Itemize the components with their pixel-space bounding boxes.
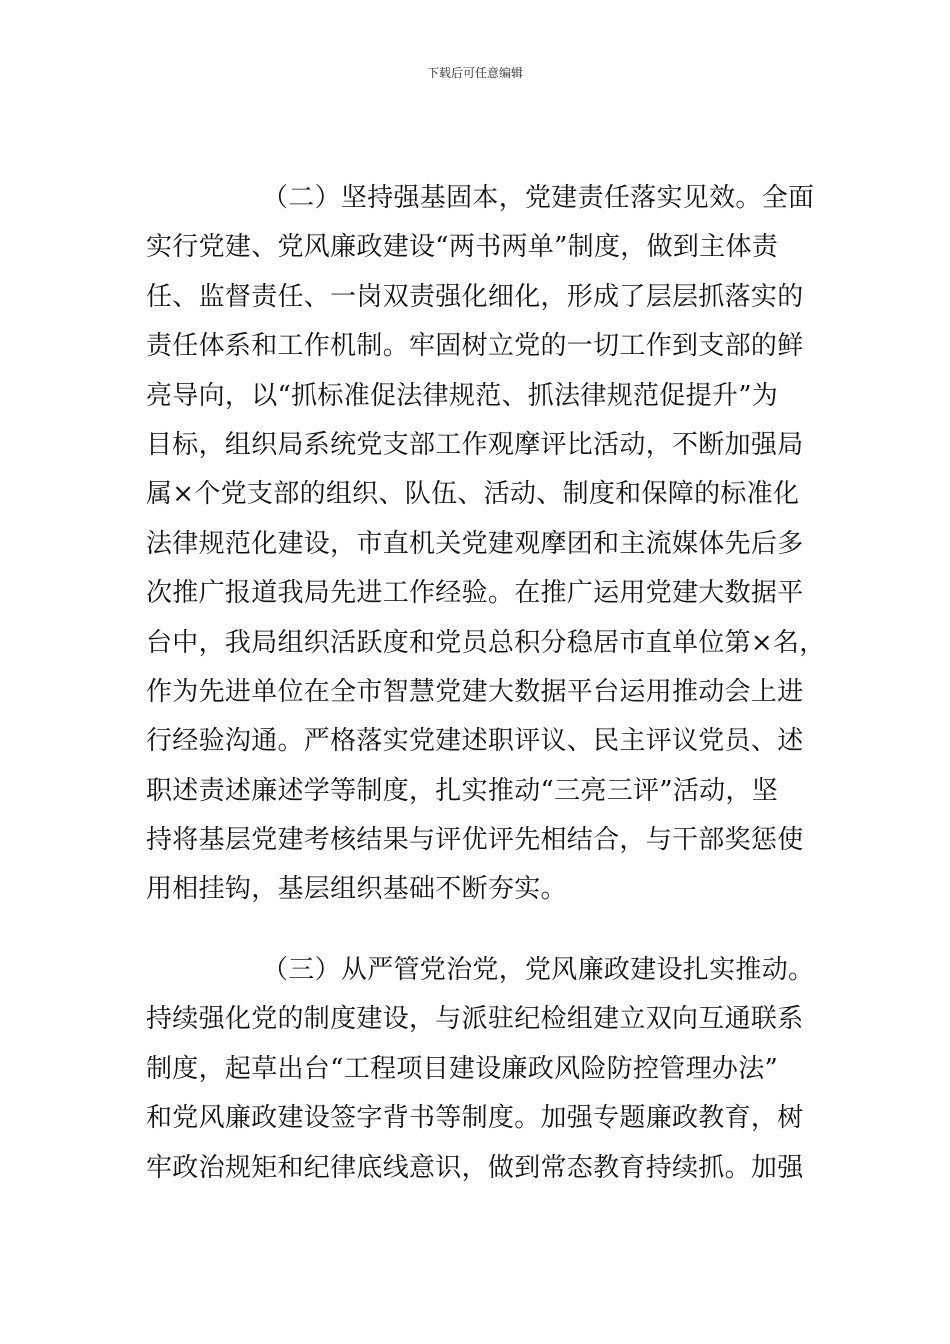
text-line: 次推广报道我局先进工作经验。在推广运用党建大数据平	[146, 578, 804, 609]
text-line: （三）从严管党治党，党风廉政建设扎实推动。	[262, 955, 815, 985]
text-line: 行经验沟通。严格落实党建述职评议、民主评议党员、述	[146, 726, 804, 757]
paragraph-party-building-responsibility	[146, 174, 826, 915]
text-line: 持将基层党建考核结果与评优评先相结合，与干部奖惩使	[146, 825, 804, 856]
page-header: 下载后可任意编辑	[426, 66, 523, 80]
text-line: 作为先进单位在全市智慧党建大数据平台运用推动会上进	[146, 676, 804, 707]
text-line: 法律规范化建设，市直机关党建观摩团和主流媒体先后多	[146, 528, 804, 559]
text-line: 牢政治规矩和纪律底线意识，做到常态教育持续抓。加强	[146, 1152, 804, 1183]
text-line: 实行党建、党风廉政建设“两书两单”制度，做到主体责	[146, 232, 779, 263]
text-line: 用相挂钩，基层组织基础不断夯实。	[146, 874, 567, 905]
text-line: 职述责述廉述学等制度，扎实推动“三亮三评”活动，坚	[146, 775, 779, 806]
text-line: （二）坚持强基固本，党建责任落实见效。全面	[262, 183, 815, 213]
text-line: 和党风廉政建设签字背书等制度。加强专题廉政教育，树	[146, 1103, 804, 1134]
text-line: 任、监督责任、一岗双责强化细化，形成了层层抓落实的	[146, 281, 804, 312]
text-line: 制度，起草出台“工程项目建设廉政风险防控管理办法”	[146, 1053, 779, 1084]
text-line: 持续强化党的制度建设，与派驻纪检组建立双向互通联系	[146, 1004, 804, 1035]
text-line: 属×个党支部的组织、队伍、活动、制度和保障的标准化	[146, 479, 800, 510]
text-line: 台中，我局组织活跃度和党员总积分稳居市直单位第×名，	[146, 627, 826, 658]
text-line: 责任体系和工作机制。牢固树立党的一切工作到支部的鲜	[146, 331, 804, 362]
paragraph-strict-party-governance	[146, 946, 815, 1193]
text-line: 目标，组织局系统党支部工作观摩评比活动，不断加强局	[146, 429, 804, 460]
text-line: 亮导向，以“抓标准促法律规范、抓法律规范促提升”为	[146, 380, 779, 411]
